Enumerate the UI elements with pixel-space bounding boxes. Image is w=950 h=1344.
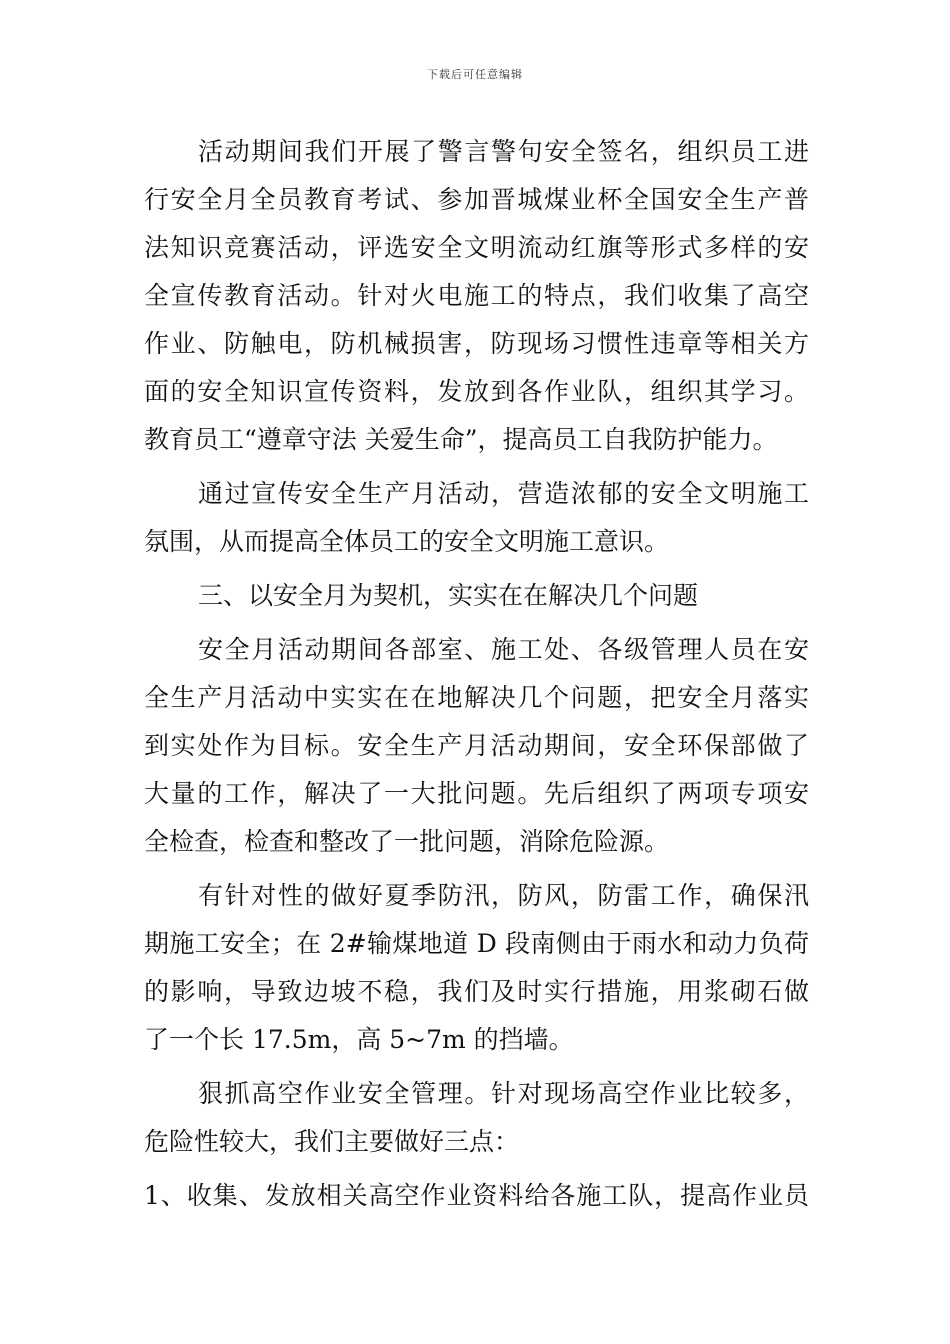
text-line: 活动期间我们开展了警言警句安全签名，组织员工进: [198, 137, 809, 166]
text-line: 的影响，导致边坡不稳，我们及时实行措施，用浆砌石做: [144, 977, 809, 1006]
paragraph-atmosphere: [144, 470, 809, 566]
section-heading-three: [144, 572, 809, 620]
list-item-1: [144, 1172, 809, 1220]
text-line: 教育员工“遵章守法 关爱生命”，提高员工自我防护能力。: [144, 425, 778, 454]
text-line: 行安全月全员教育考试、参加晋城煤业杯全国安全生产普: [144, 185, 809, 214]
text-line: 期施工安全；在 2#输煤地道 D 段南侧由于雨水和动力负荷: [144, 929, 809, 958]
text-line: 法知识竞赛活动，评选安全文明流动红旗等形式多样的安: [144, 233, 809, 262]
text-line: 有针对性的做好夏季防汛，防风，防雷工作，确保汛: [198, 881, 809, 910]
text-line: 面的安全知识宣传资料，发放到各作业队，组织其学习。: [144, 377, 809, 406]
text-line: 作业、防触电，防机械损害，防现场习惯性违章等相关方: [144, 329, 809, 358]
text-line: 全生产月活动中实实在在地解决几个问题，把安全月落实: [144, 683, 809, 712]
document-body: [144, 128, 809, 1226]
section-heading: 三、以安全月为契机，实实在在解决几个问题: [198, 581, 699, 610]
paragraph-solving-problems: [144, 626, 809, 866]
text-line: 安全月活动期间各部室、施工处、各级管理人员在安: [198, 635, 809, 664]
paragraph-flood-prevention: [144, 872, 809, 1064]
paragraph-high-altitude: [144, 1070, 809, 1166]
text-line: 到实处作为目标。安全生产月活动期间，安全环保部做了: [144, 731, 809, 760]
text-line: 了一个长 17.5m，高 5~7m 的挡墙。: [144, 1025, 574, 1054]
text-line: 全检查，检查和整改了一批问题，消除危险源。: [144, 827, 670, 856]
page-header: 下载后可任意编辑: [427, 68, 523, 81]
text-line: 1、收集、发放相关高空作业资料给各施工队，提高作业员: [144, 1181, 809, 1210]
text-line: 全宣传教育活动。针对火电施工的特点，我们收集了高空: [144, 281, 809, 310]
text-line: 危险性较大，我们主要做好三点：: [144, 1127, 520, 1156]
text-line: 大量的工作，解决了一大批问题。先后组织了两项专项安: [144, 779, 809, 808]
text-line: 氛围，从而提高全体员工的安全文明施工意识。: [144, 527, 670, 556]
text-line: 通过宣传安全生产月活动，营造浓郁的安全文明施工: [198, 479, 809, 508]
paragraph-activities: [144, 128, 809, 464]
text-line: 狠抓高空作业安全管理。针对现场高空作业比较多，: [198, 1079, 809, 1108]
